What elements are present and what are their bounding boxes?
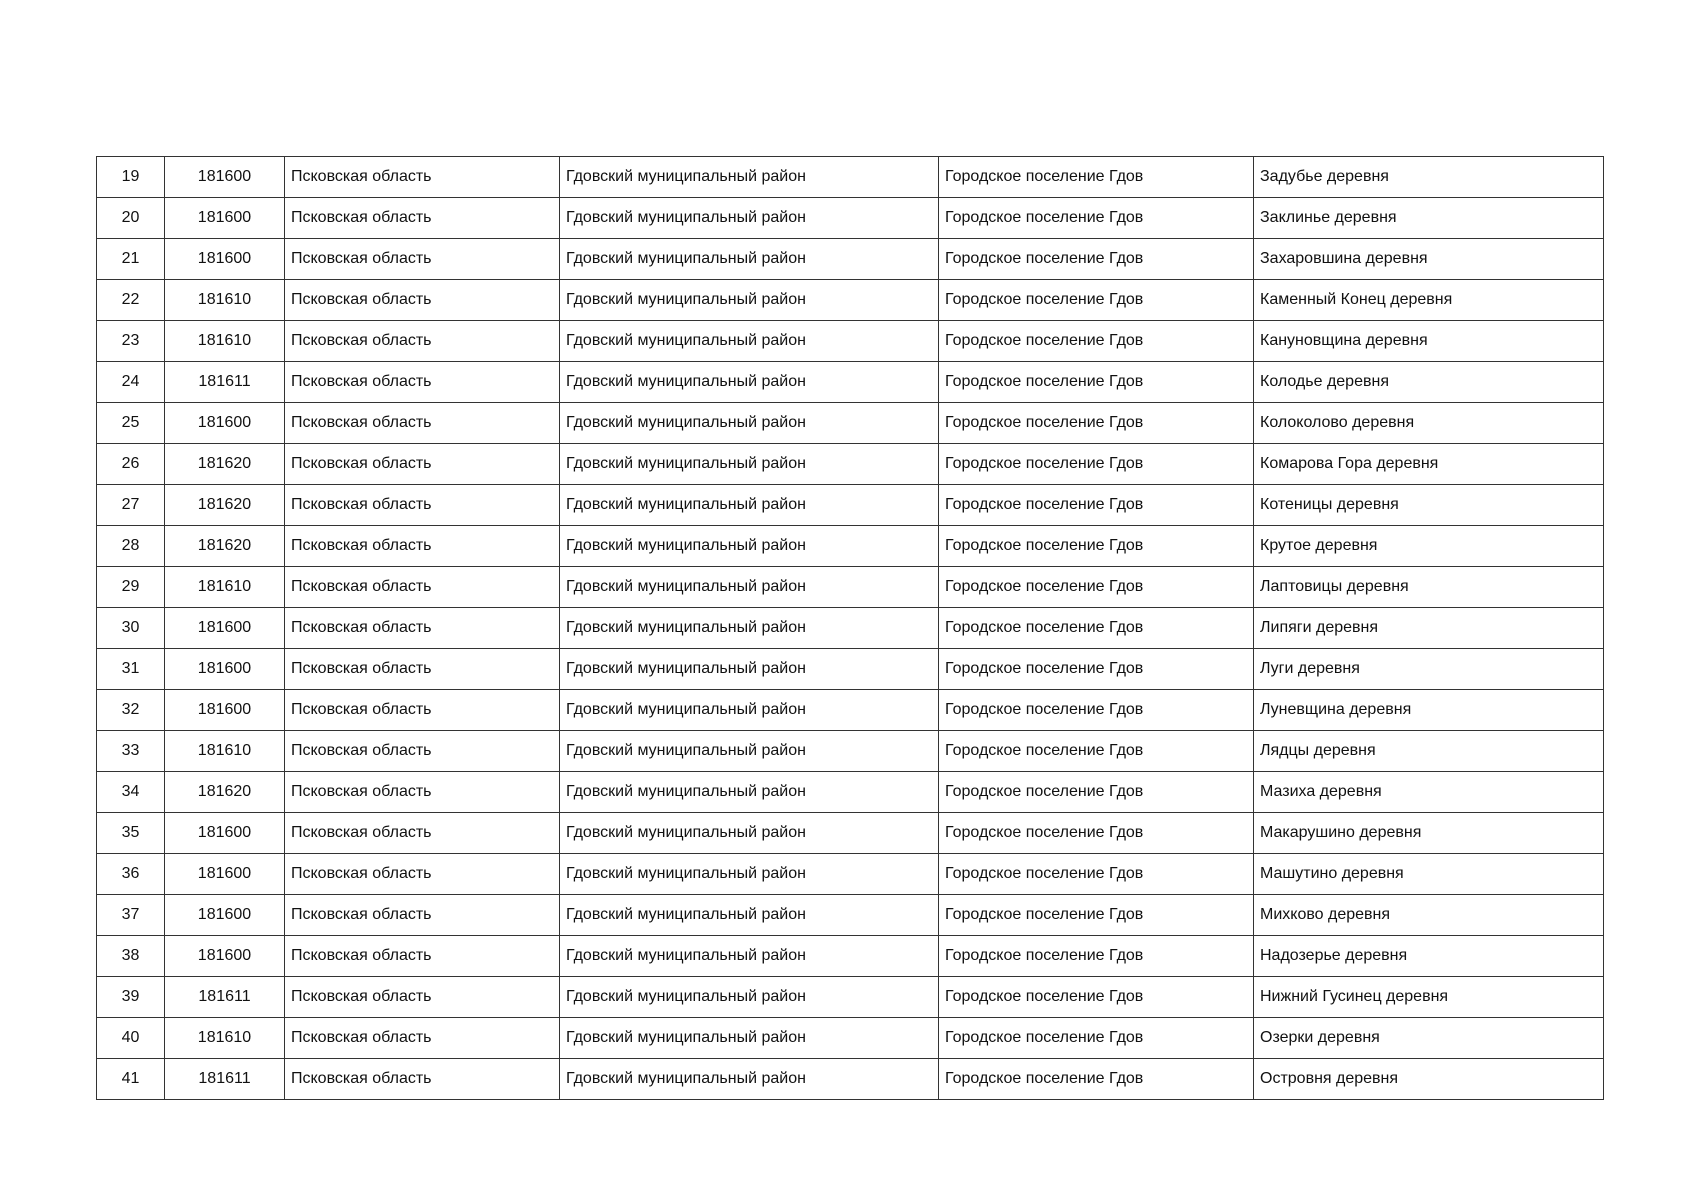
row-number-cell: 27 [97,485,165,526]
region-cell: Псковская область [285,362,560,403]
region-cell: Псковская область [285,690,560,731]
locality-cell: Надозерье деревня [1254,936,1604,977]
district-cell: Гдовский муниципальный район [560,813,939,854]
row-number-cell: 34 [97,772,165,813]
locality-table [96,156,1604,1100]
postal-index-cell: 181610 [165,1018,285,1059]
locality-cell: Колоколово деревня [1254,403,1604,444]
region-cell: Псковская область [285,977,560,1018]
district-cell: Гдовский муниципальный район [560,1018,939,1059]
region-cell: Псковская область [285,239,560,280]
row-number-cell: 35 [97,813,165,854]
settlement-cell: Городское поселение Гдов [939,1059,1254,1100]
locality-cell: Каменный Конец деревня [1254,280,1604,321]
region-cell: Псковская область [285,198,560,239]
locality-cell: Луги деревня [1254,649,1604,690]
region-cell: Псковская область [285,157,560,198]
table-row [97,239,1604,280]
postal-index-cell: 181600 [165,608,285,649]
locality-cell: Озерки деревня [1254,1018,1604,1059]
table-row [97,485,1604,526]
row-number-cell: 25 [97,403,165,444]
region-cell: Псковская область [285,1059,560,1100]
district-cell: Гдовский муниципальный район [560,608,939,649]
district-cell: Гдовский муниципальный район [560,280,939,321]
row-number-cell: 40 [97,1018,165,1059]
region-cell: Псковская область [285,608,560,649]
table-row [97,1059,1604,1100]
locality-cell: Комарова Гора деревня [1254,444,1604,485]
row-number-cell: 36 [97,854,165,895]
table-row [97,813,1604,854]
table-row [97,608,1604,649]
settlement-cell: Городское поселение Гдов [939,526,1254,567]
table-row [97,731,1604,772]
postal-index-cell: 181600 [165,690,285,731]
row-number-cell: 38 [97,936,165,977]
table-row [97,1018,1604,1059]
postal-index-cell: 181600 [165,239,285,280]
settlement-cell: Городское поселение Гдов [939,444,1254,485]
row-number-cell: 23 [97,321,165,362]
settlement-cell: Городское поселение Гдов [939,239,1254,280]
settlement-cell: Городское поселение Гдов [939,977,1254,1018]
district-cell: Гдовский муниципальный район [560,567,939,608]
table-body [97,157,1604,1100]
locality-cell: Макарушино деревня [1254,813,1604,854]
postal-index-cell: 181600 [165,649,285,690]
district-cell: Гдовский муниципальный район [560,198,939,239]
settlement-cell: Городское поселение Гдов [939,936,1254,977]
region-cell: Псковская область [285,485,560,526]
region-cell: Псковская область [285,936,560,977]
postal-index-cell: 181610 [165,280,285,321]
table-row [97,526,1604,567]
region-cell: Псковская область [285,444,560,485]
table-row [97,198,1604,239]
row-number-cell: 28 [97,526,165,567]
table-row [97,772,1604,813]
postal-index-cell: 181600 [165,813,285,854]
settlement-cell: Городское поселение Гдов [939,198,1254,239]
table-row [97,977,1604,1018]
table-row [97,649,1604,690]
row-number-cell: 26 [97,444,165,485]
region-cell: Псковская область [285,321,560,362]
region-cell: Псковская область [285,403,560,444]
postal-index-cell: 181620 [165,526,285,567]
district-cell: Гдовский муниципальный район [560,239,939,280]
table-row [97,567,1604,608]
postal-index-cell: 181620 [165,485,285,526]
district-cell: Гдовский муниципальный район [560,485,939,526]
row-number-cell: 22 [97,280,165,321]
row-number-cell: 30 [97,608,165,649]
settlement-cell: Городское поселение Гдов [939,772,1254,813]
row-number-cell: 21 [97,239,165,280]
district-cell: Гдовский муниципальный район [560,854,939,895]
postal-index-cell: 181610 [165,321,285,362]
settlement-cell: Городское поселение Гдов [939,157,1254,198]
region-cell: Псковская область [285,280,560,321]
row-number-cell: 29 [97,567,165,608]
district-cell: Гдовский муниципальный район [560,157,939,198]
region-cell: Псковская область [285,772,560,813]
postal-index-cell: 181600 [165,854,285,895]
settlement-cell: Городское поселение Гдов [939,731,1254,772]
postal-index-cell: 181611 [165,1059,285,1100]
settlement-cell: Городское поселение Гдов [939,362,1254,403]
table-row [97,895,1604,936]
settlement-cell: Городское поселение Гдов [939,813,1254,854]
postal-index-cell: 181620 [165,444,285,485]
table-row [97,362,1604,403]
row-number-cell: 41 [97,1059,165,1100]
locality-cell: Задубье деревня [1254,157,1604,198]
table-row [97,280,1604,321]
postal-index-cell: 181600 [165,198,285,239]
district-cell: Гдовский муниципальный район [560,526,939,567]
locality-cell: Луневщина деревня [1254,690,1604,731]
settlement-cell: Городское поселение Гдов [939,403,1254,444]
locality-cell: Крутое деревня [1254,526,1604,567]
settlement-cell: Городское поселение Гдов [939,895,1254,936]
table-row [97,157,1604,198]
settlement-cell: Городское поселение Гдов [939,485,1254,526]
locality-cell: Кануновщина деревня [1254,321,1604,362]
locality-cell: Машутино деревня [1254,854,1604,895]
settlement-cell: Городское поселение Гдов [939,608,1254,649]
table-row [97,403,1604,444]
locality-cell: Михково деревня [1254,895,1604,936]
settlement-cell: Городское поселение Гдов [939,690,1254,731]
row-number-cell: 33 [97,731,165,772]
district-cell: Гдовский муниципальный район [560,772,939,813]
locality-cell: Заклинье деревня [1254,198,1604,239]
row-number-cell: 19 [97,157,165,198]
postal-index-cell: 181600 [165,403,285,444]
locality-cell: Липяги деревня [1254,608,1604,649]
region-cell: Псковская область [285,1018,560,1059]
postal-index-cell: 181620 [165,772,285,813]
settlement-cell: Городское поселение Гдов [939,649,1254,690]
table-row [97,854,1604,895]
district-cell: Гдовский муниципальный район [560,321,939,362]
table-row [97,321,1604,362]
district-cell: Гдовский муниципальный район [560,444,939,485]
district-cell: Гдовский муниципальный район [560,403,939,444]
row-number-cell: 32 [97,690,165,731]
locality-cell: Колодье деревня [1254,362,1604,403]
locality-cell: Захаровшина деревня [1254,239,1604,280]
district-cell: Гдовский муниципальный район [560,690,939,731]
locality-cell: Островня деревня [1254,1059,1604,1100]
district-cell: Гдовский муниципальный район [560,649,939,690]
row-number-cell: 39 [97,977,165,1018]
settlement-cell: Городское поселение Гдов [939,567,1254,608]
postal-index-cell: 181600 [165,936,285,977]
postal-index-cell: 181610 [165,731,285,772]
table-row [97,690,1604,731]
district-cell: Гдовский муниципальный район [560,1059,939,1100]
table-row [97,444,1604,485]
locality-cell: Котеницы деревня [1254,485,1604,526]
district-cell: Гдовский муниципальный район [560,362,939,403]
postal-index-cell: 181600 [165,895,285,936]
postal-index-cell: 181611 [165,362,285,403]
region-cell: Псковская область [285,854,560,895]
postal-index-cell: 181610 [165,567,285,608]
district-cell: Гдовский муниципальный район [560,936,939,977]
row-number-cell: 24 [97,362,165,403]
region-cell: Псковская область [285,526,560,567]
locality-cell: Мазиха деревня [1254,772,1604,813]
region-cell: Псковская область [285,813,560,854]
district-cell: Гдовский муниципальный район [560,731,939,772]
row-number-cell: 37 [97,895,165,936]
locality-cell: Лаптовицы деревня [1254,567,1604,608]
row-number-cell: 20 [97,198,165,239]
settlement-cell: Городское поселение Гдов [939,321,1254,362]
district-cell: Гдовский муниципальный район [560,977,939,1018]
settlement-cell: Городское поселение Гдов [939,1018,1254,1059]
region-cell: Псковская область [285,731,560,772]
table-row [97,936,1604,977]
region-cell: Псковская область [285,895,560,936]
row-number-cell: 31 [97,649,165,690]
settlement-cell: Городское поселение Гдов [939,280,1254,321]
region-cell: Псковская область [285,567,560,608]
settlement-cell: Городское поселение Гдов [939,854,1254,895]
postal-index-cell: 181611 [165,977,285,1018]
district-cell: Гдовский муниципальный район [560,895,939,936]
locality-cell: Лядцы деревня [1254,731,1604,772]
locality-cell: Нижний Гусинец деревня [1254,977,1604,1018]
postal-index-cell: 181600 [165,157,285,198]
region-cell: Псковская область [285,649,560,690]
